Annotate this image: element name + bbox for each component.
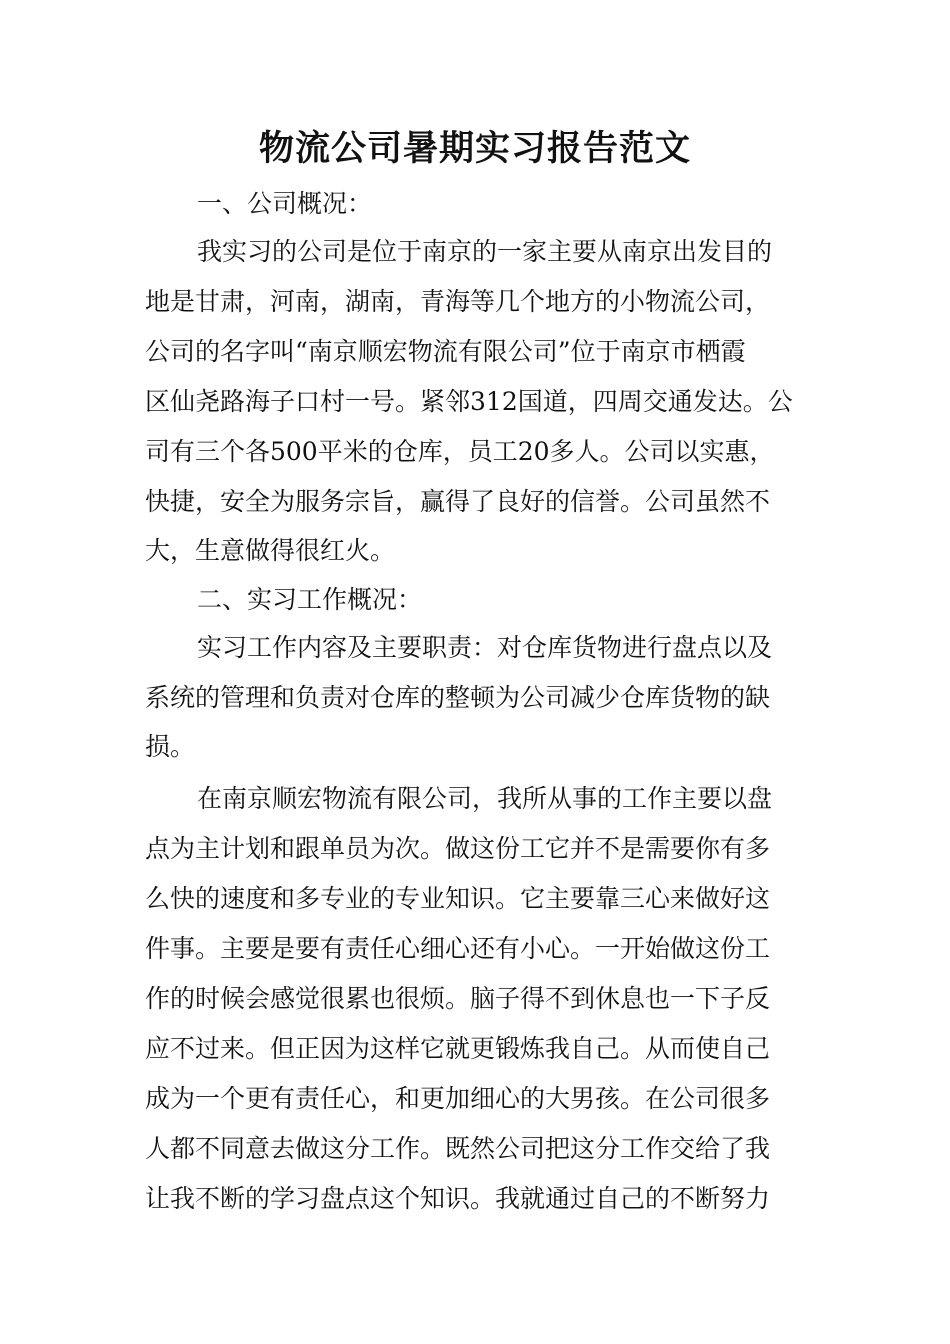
paragraph-line: 作的时候会感觉很累也很烦。脑子得不到休息也一下子反: [145, 984, 771, 1013]
paragraph-line: 损。: [145, 732, 196, 761]
paragraph-line: 公司的名字叫“南京顺宏物流有限公司”位于南京市栖霞: [145, 337, 746, 366]
paragraph-line: 实习工作内容及主要职责：对仓库货物进行盘点以及: [197, 633, 773, 662]
paragraph-line: 应不过来。但正因为这样它就更锻炼我自己。从而使自己: [145, 1034, 771, 1063]
paragraph-line: 点为主计划和跟单员为次。做这份工它并不是需要你有多: [145, 834, 771, 863]
section-heading-company-overview: 一、公司概况：: [197, 189, 373, 218]
paragraph-line: 么快的速度和多专业的专业知识。它主要靠三心来做好这: [145, 884, 771, 913]
paragraph-line: 我实习的公司是位于南京的一家主要从南京出发目的: [197, 237, 773, 266]
paragraph-line: 快捷，安全为服务宗旨，赢得了良好的信誉。公司虽然不: [145, 487, 771, 516]
paragraph-line: 大，生意做得很红火。: [145, 536, 396, 565]
paragraph-line: 系统的管理和负责对仓库的整顿为公司减少仓库货物的缺: [145, 683, 771, 712]
paragraph-line: 司有三个各500平米的仓库，员工20多人。公司以实惠，: [145, 437, 775, 466]
paragraph-line: 件事。主要是要有责任心细心还有小心。一开始做这份工: [145, 934, 771, 963]
paragraph-line: 在南京顺宏物流有限公司，我所从事的工作主要以盘: [197, 784, 773, 813]
document-title: 物流公司暑期实习报告范文: [258, 128, 691, 169]
paragraph-line: 区仙尧路海子口村一号。紧邻312国道，四周交通发达。公: [145, 387, 793, 416]
section-heading-internship-overview: 二、实习工作概况：: [197, 585, 423, 614]
paragraph-line: 让我不断的学习盘点这个知识。我就通过自己的不断努力: [145, 1184, 771, 1213]
paragraph-line: 人都不同意去做这分工作。既然公司把这分工作交给了我: [145, 1134, 771, 1163]
paragraph-line: 成为一个更有责任心，和更加细心的大男孩。在公司很多: [145, 1084, 771, 1113]
paragraph-line: 地是甘肃，河南，湖南，青海等几个地方的小物流公司，: [145, 287, 771, 316]
